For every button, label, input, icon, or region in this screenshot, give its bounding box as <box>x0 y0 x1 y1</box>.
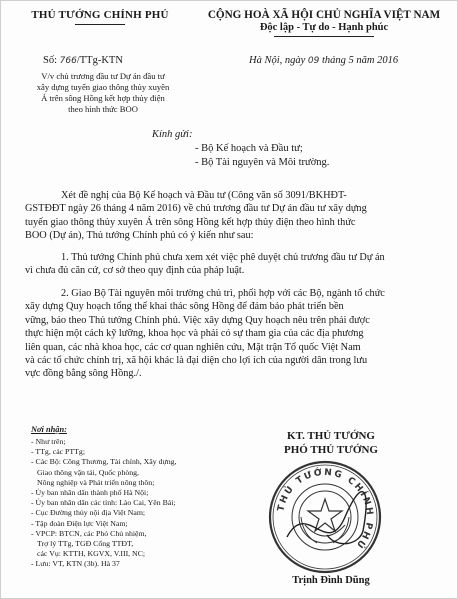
recipient-line: - TTg, các PTTg; <box>31 447 85 457</box>
number-suffix: /TTg-KTN <box>76 55 123 66</box>
recipients-label: Nơi nhận: <box>31 425 67 434</box>
seal-text: THỦ TƯỚNG CHÍNH PHỦ <box>276 467 375 551</box>
addressee-item: - Bộ Tài nguyên và Môi trường. <box>195 157 330 168</box>
subject-line: xây dựng tuyến giao thông thủy xuyên <box>36 82 170 92</box>
recipient-line: các Vụ: KTTH, KGVX, V.III, NC; <box>37 549 146 559</box>
intro-paragraph <box>25 189 435 243</box>
issuer-underline <box>75 24 125 25</box>
signature-for-label: KT. THỦ TƯỚNG <box>287 430 375 442</box>
motto: Độc lập - Tự do - Hạnh phúc <box>259 22 389 33</box>
recipient-line: - VPCP: BTCN, các Phó Chủ nhiệm, <box>31 528 147 538</box>
body-line: tuyến giao thông thủy xuyên Á trên sông Hồng kết hợp thủy điện theo hình thức <box>25 216 356 228</box>
recipient-line: Nông nghiệp và Phát triển nông thôn; <box>37 477 155 487</box>
signature-title <box>241 429 421 457</box>
subject-line: Á trên sông Hồng kết hợp thủy điện <box>41 93 165 103</box>
body-line: xây dựng Quy hoạch tổng thể khai thác sông Hồng để đảm bảo phát triển bền <box>25 301 344 313</box>
addressee-item: - Bộ Kế hoạch và Đầu tư; <box>195 143 303 154</box>
point-2-paragraph <box>25 287 435 381</box>
recipient-line: - Tập đoàn Điện lực Việt Nam; <box>31 518 128 528</box>
point-1-paragraph <box>25 251 435 278</box>
body-line: và các tổ chức chính trị, xã hội khác là đại diện cho lợi ích của người dân trong lưu <box>25 355 368 367</box>
recipient-line: Giao thông vận tải, Quốc phòng, <box>37 467 139 477</box>
body-line: BOO (Dự án), Thủ tướng Chính phủ có ý kiến như sau: <box>25 230 254 242</box>
body-line: vực đồng bằng sông Hồng./. <box>25 368 142 380</box>
body-line: 2. Giao Bộ Tài nguyên môi trường chủ trì, phối hợp với các Bộ, ngành tổ chức <box>61 288 385 299</box>
signer-name: Trịnh Đình Dũng <box>292 575 370 586</box>
nation-name: CỘNG HOÀ XÃ HỘI CHỦ NGHĨA VIỆT NAM <box>207 9 441 21</box>
subject-block <box>23 71 183 115</box>
svg-text:THỦ TƯỚNG CHÍNH PHỦ <box>276 466 374 553</box>
document-date <box>249 55 398 66</box>
official-seal-icon <box>267 459 383 575</box>
number-handwritten: 766 <box>59 56 77 66</box>
recipient-line: Trợ lý TTg, TGĐ Cổng TTĐT, <box>37 539 134 549</box>
issuer-name: THỦ TƯỚNG CHÍNH PHỦ <box>31 9 169 21</box>
recipients-list <box>31 437 221 570</box>
motto-underline <box>274 36 374 37</box>
body-line: liên quan, các nhà khoa học, các cơ quan nghiên cứu, Mặt trận Tổ quốc Việt Nam <box>25 341 361 353</box>
subject-line: theo hình thức BOO <box>68 104 138 114</box>
recipient-line: - Ủy ban nhân dân các tỉnh: Lào Cai, Yên Bái; <box>31 498 176 508</box>
date-rest: tháng 5 năm 2016 <box>322 55 399 66</box>
body-line: GSTĐĐT ngày 26 tháng 4 năm 2016) về chủ trương đầu tư Dự án đầu tư xây dựng <box>25 203 367 215</box>
document-number <box>43 55 123 66</box>
number-prefix: Số: <box>43 55 58 66</box>
body-line: vững, bảo theo Thủ tướng Chính phủ. Việc xây dựng Quy hoạch nêu trên phải được <box>25 314 370 326</box>
recipient-line: - Ủy ban nhân dân thành phố Hà Nội; <box>31 488 149 498</box>
date-prefix: Hà Nội, ngày <box>249 55 306 66</box>
body-line: thực hiện một cách kỹ lưỡng, khoa học và phải có sự tham gia của các địa phương <box>25 328 364 340</box>
signature-position: PHÓ THỦ TƯỚNG <box>284 444 378 456</box>
body-line: Xét đề nghị của Bộ Kế hoạch và Đầu tư (Công văn số 3091/BKHĐT- <box>61 190 347 201</box>
body-line: vì chưa đủ căn cứ, cơ sở theo quy định của pháp luật. <box>25 265 245 277</box>
issuer-block <box>15 9 185 25</box>
recipient-line: - Cục Đường thủy nội địa Việt Nam; <box>31 508 146 518</box>
subject-line: V/v chủ trương đầu tư Dự án đầu tư <box>41 71 165 81</box>
addressee-label: Kính gửi: <box>152 129 193 140</box>
body-line: 1. Thủ tướng Chính phủ chưa xem xét việc phê duyệt chủ trương đầu tư Dự án <box>61 252 385 263</box>
date-day-handwritten: 09 <box>307 56 320 66</box>
recipient-line: - Như trên; <box>31 437 66 446</box>
recipient-line: - Các Bộ: Công Thương, Tài chính, Xây dựng, <box>31 457 177 467</box>
national-header <box>193 9 455 37</box>
recipient-line: - Lưu: VT, KTN (3b). Hà 37 <box>31 559 120 569</box>
